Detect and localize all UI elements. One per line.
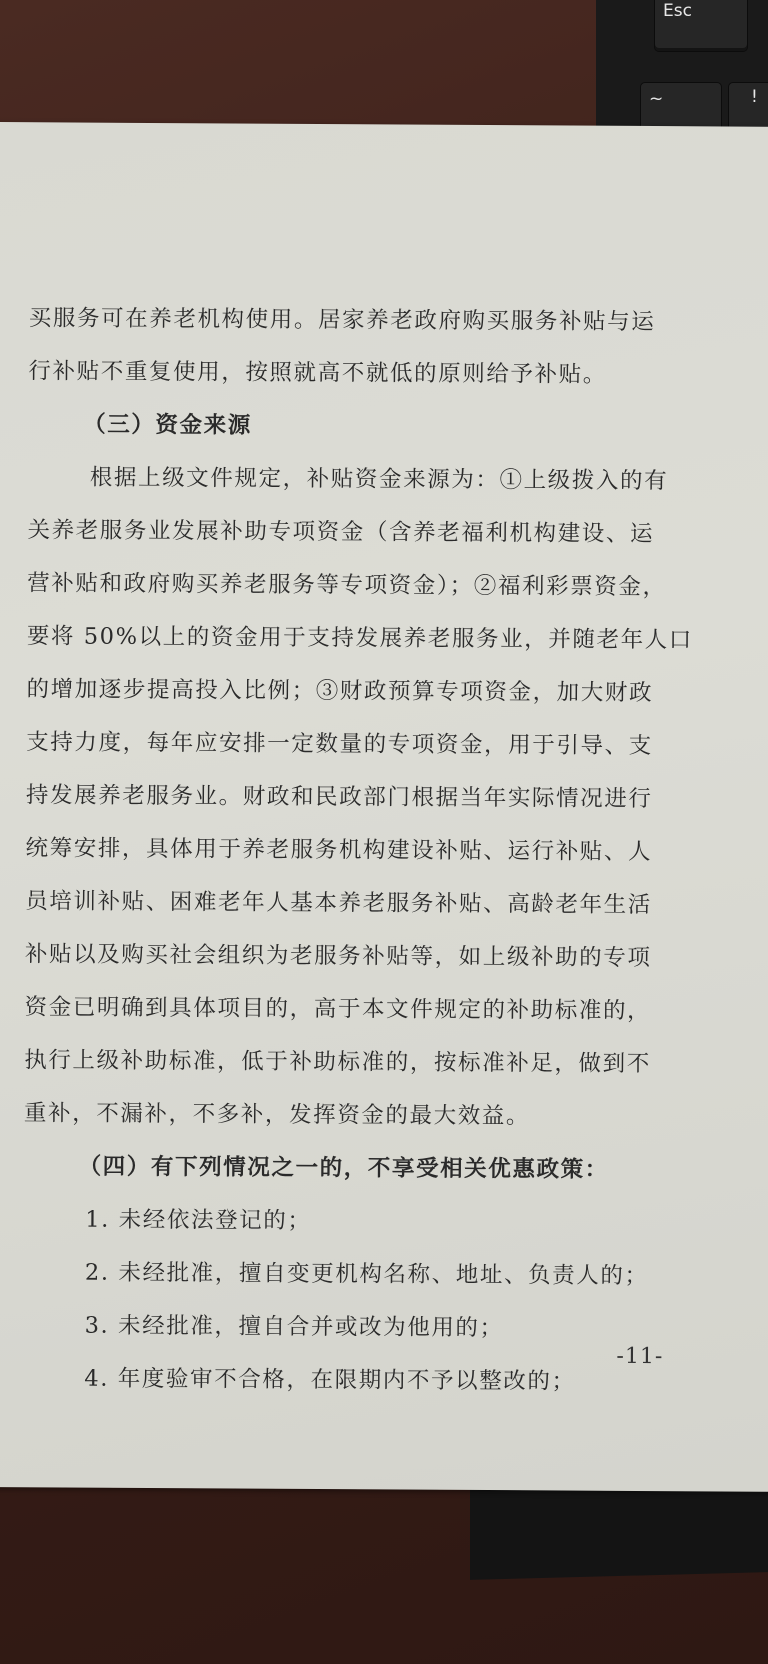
- list-item: 2. 未经批准，擅自变更机构名称、地址、负责人的；: [84, 1259, 649, 1290]
- text-line: 要将 50%以上的资金用于支持发展养老服务业，并随老年人口: [26, 623, 694, 654]
- page-number: -11-: [616, 1343, 664, 1370]
- exclaim-key-label: !: [751, 87, 758, 107]
- text-line: 营补贴和政府购买养老服务等专项资金）；②福利彩票资金，: [27, 570, 667, 601]
- text-line: 持发展养老服务业。财政和民政部门根据当年实际情况进行: [25, 782, 653, 813]
- tilde-key-label: ~: [649, 89, 664, 109]
- document-body: [22, 292, 729, 1409]
- list-item: 3. 未经批准，擅自合并或改为他用的；: [84, 1312, 504, 1342]
- list-item: 4. 年度验审不合格，在限期内不予以整改的；: [84, 1365, 576, 1395]
- text-line: 补贴以及购买社会组织为老服务补贴等，如上级补助的专项: [24, 941, 652, 972]
- text-line: 行补贴不重复使用，按照就高不就低的原则给予补贴。: [28, 358, 607, 388]
- keyboard: [596, 0, 768, 140]
- list-item: 1. 未经依法登记的；: [85, 1206, 312, 1234]
- esc-key: [654, 0, 748, 52]
- text-line: 买服务可在养老机构使用。居家养老政府购买服务补贴与运: [28, 305, 656, 336]
- text-line: 资金已明确到具体项目的，高于本文件规定的补助标准的，: [24, 994, 652, 1025]
- section-heading: （四）有下列情况之一的，不享受相关优惠政策：: [78, 1153, 609, 1183]
- esc-key-label: Esc: [663, 1, 692, 21]
- text-line: 支持力度，每年应安排一定数量的专项资金，用于引导、支: [26, 729, 653, 760]
- text-line: 关养老服务业发展补助专项资金（含养老福利机构建设、运: [27, 517, 655, 548]
- text-line: 统筹安排，具体用于养老服务机构建设补贴、运行补贴、人: [25, 835, 653, 866]
- document-page: [0, 122, 768, 1492]
- text-line: 员培训补贴、困难老年人基本养老服务补贴、高龄老年生活: [25, 888, 652, 919]
- text-line: 执行上级补助标准，低于补助标准的，按标准补足，做到不: [24, 1047, 651, 1078]
- text-line: 的增加逐步提高投入比例；③财政预算专项资金，加大财政: [26, 676, 654, 707]
- section-heading: （三）资金来源: [83, 411, 252, 439]
- text-line: 根据上级文件规定，补贴资金来源为：①上级拨入的有: [89, 464, 669, 495]
- text-line: 重补，不漏补，不多补，发挥资金的最大效益。: [23, 1100, 531, 1130]
